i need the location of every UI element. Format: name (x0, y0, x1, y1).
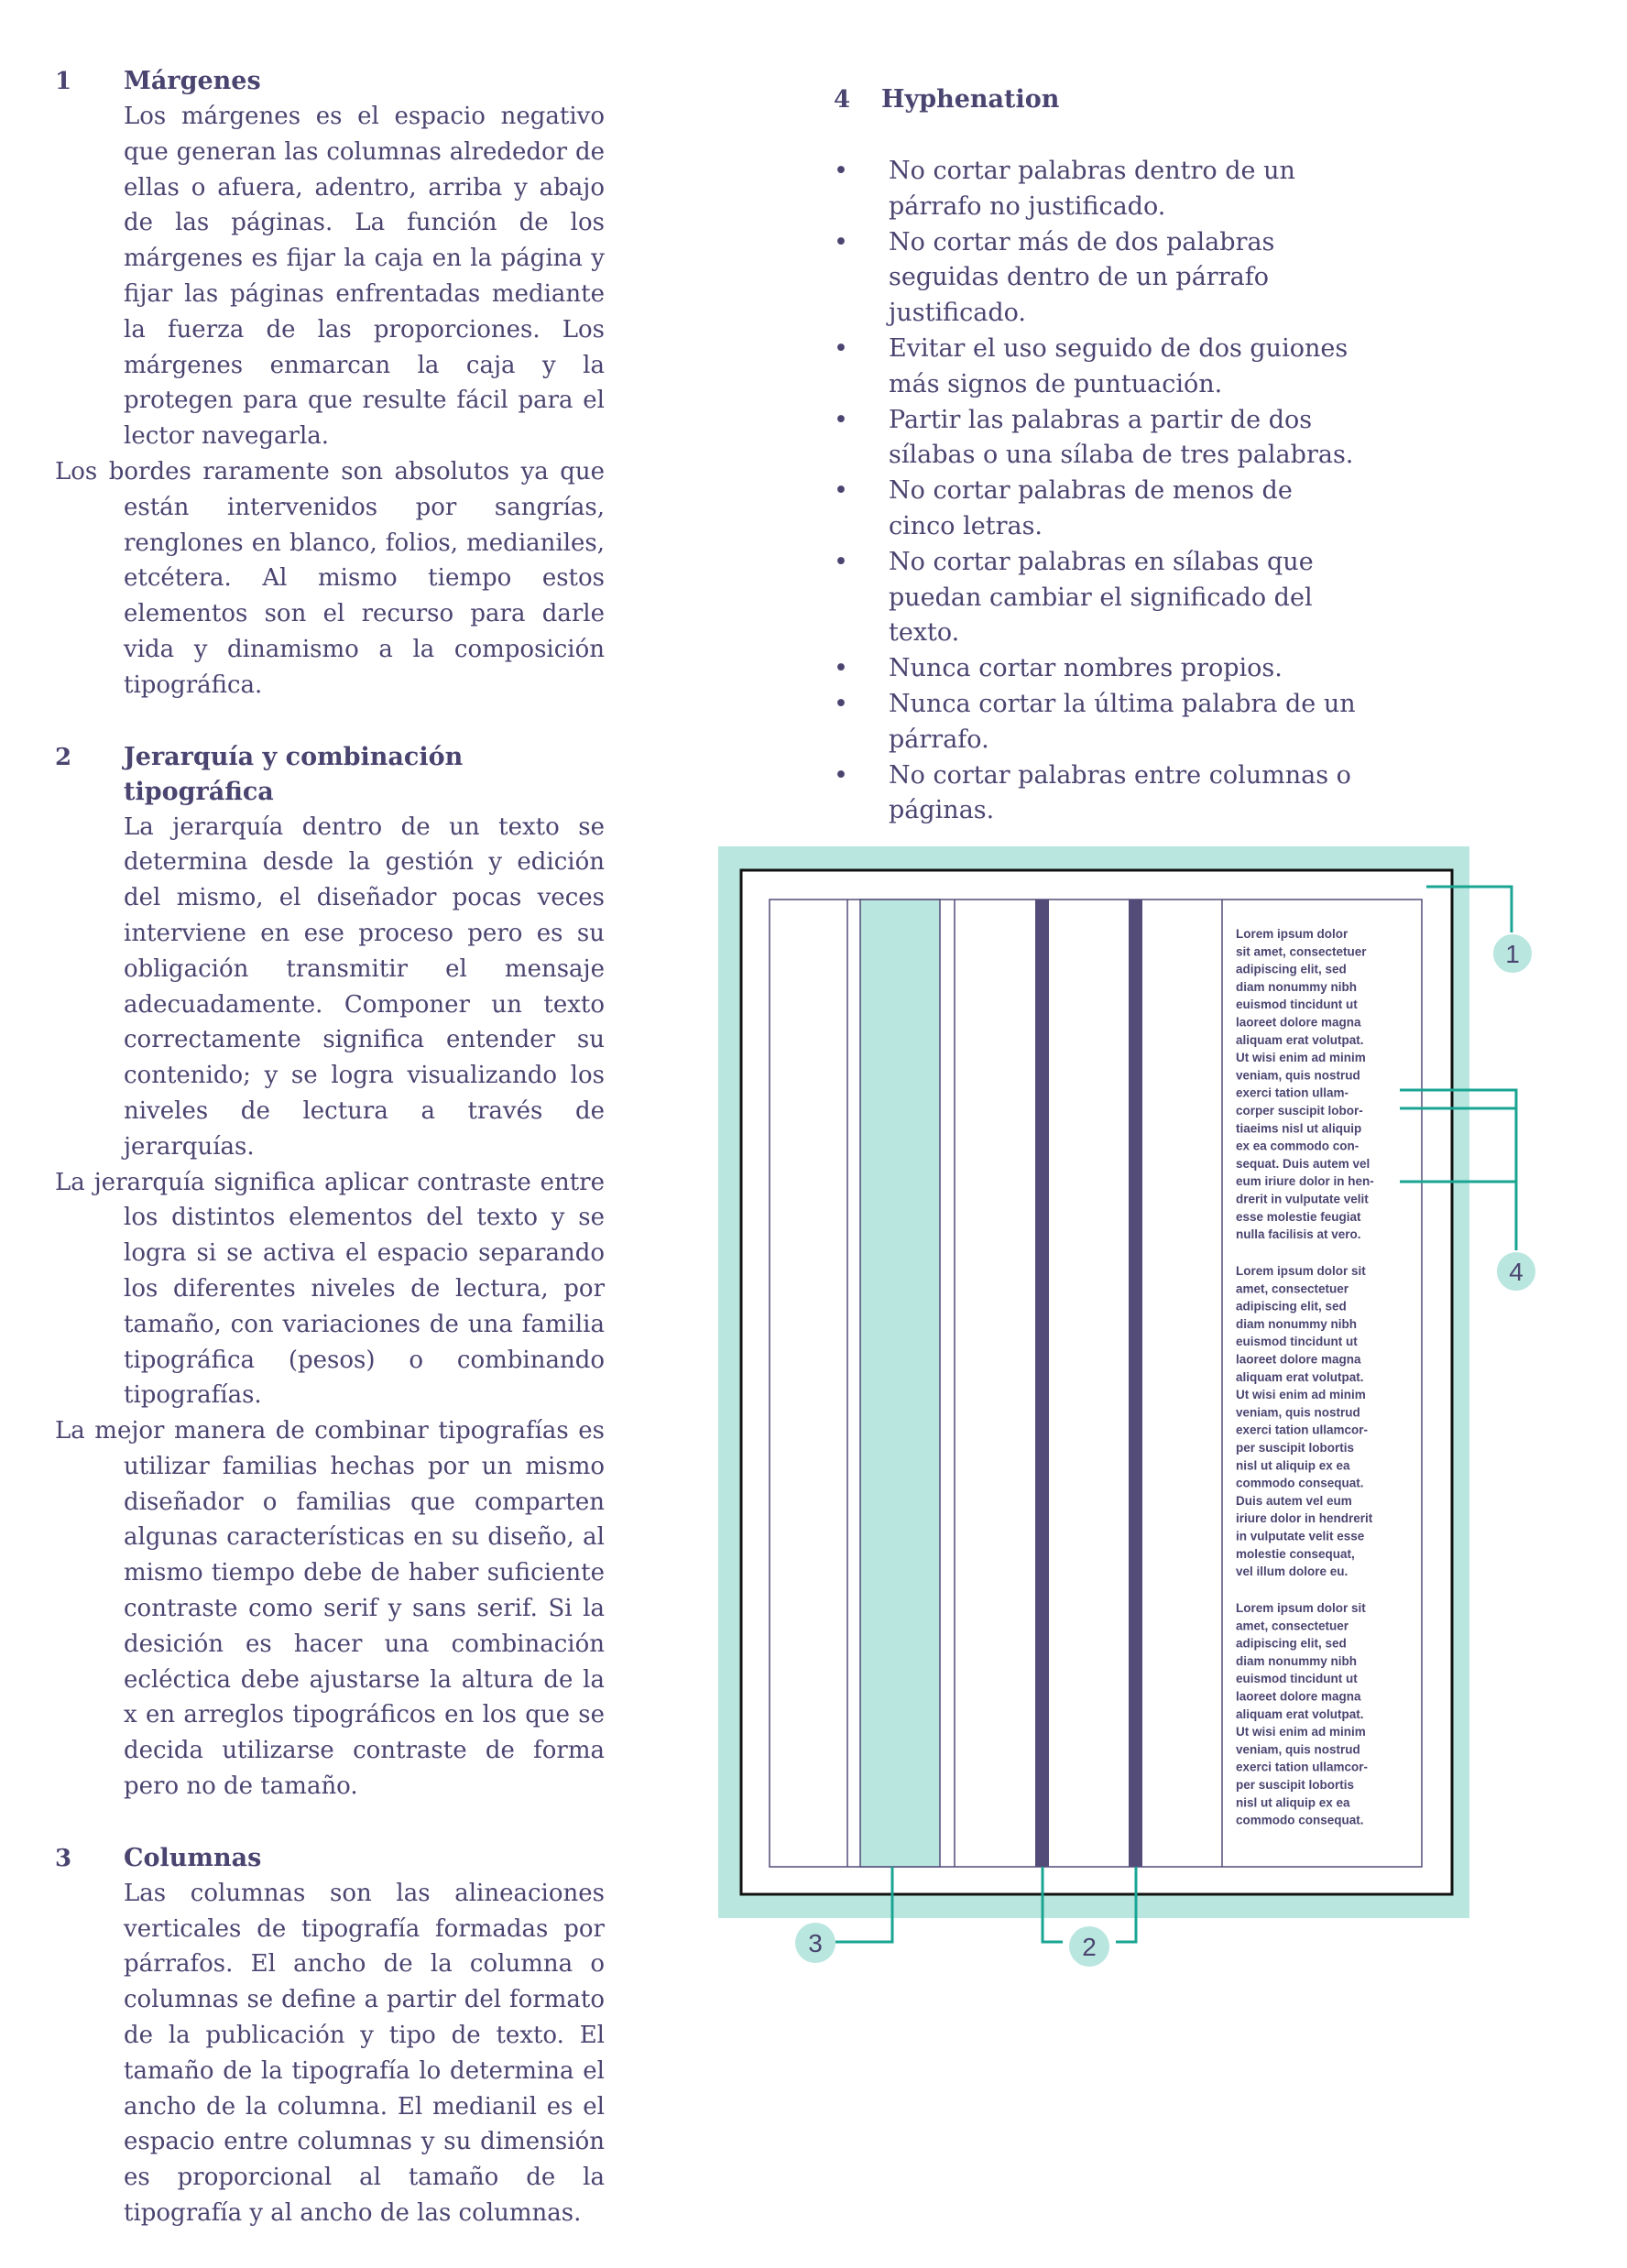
bullet-icon: • (834, 157, 848, 185)
bullet-icon: • (834, 654, 848, 683)
list-item (824, 687, 1365, 758)
paragraph: Los márgenes es el espacio negativo que generan las columnas alrededor de ellas o afuera, adentro, arriba y abajo de las páginas. La función de los márgenes es fijar la caja en la página y fijar las páginas enfrentadas mediante la fuerza de las proporciones. Los márgenes enmarcan la caja y la protegen para que resulte fácil para el lector navegarla. (124, 103, 605, 451)
left-column (55, 64, 605, 2268)
lorem-block-2: Lorem ipsum dolor sit amet, consectetuer adipiscing elit, sed diam nonummy nibh euismod tincidunt ut laoreet dolore magna aliquam erat volutpat. Ut wisi enim ad minim veniam, quis nostrud exerci tation ullamcor-per suscipit lobortis nisl ut aliquip ex ea commodo consequat. Duis autem vel eum iriure dolor in hendrerit in vulputate velit esse molestie consequat, vel illum dolore eu. (1236, 1264, 1373, 1579)
section-number: 4 (834, 86, 851, 114)
list-item (824, 474, 1365, 545)
list-item (824, 758, 1365, 830)
section-number: 1 (55, 68, 72, 95)
list-item-text: No cortar palabras entre columnas o páginas. (889, 760, 1351, 825)
list-item-text: No cortar palabras de menos de cinco letras. (889, 476, 1293, 540)
callout-markers (1492, 933, 1536, 1292)
marker-4 (1496, 1251, 1536, 1292)
list-item (824, 154, 1365, 225)
callout-line-2b-lower (1116, 1918, 1136, 1942)
bullet-icon: • (834, 333, 848, 363)
paragraph: La jerarquía significa aplicar contraste entre los distintos elementos del texto y se logra si se activa el espacio separando los diferentes niveles de lectura, por tamaño, con variaciones de una familia tipográfica (pesos) o combinando tipografías. (55, 1168, 605, 1410)
bullet-icon: • (834, 547, 848, 576)
marker-2 (1069, 1926, 1109, 1967)
section-title: Márgenes (124, 67, 261, 95)
hyphenation-heading (824, 82, 1392, 117)
bullet-icon: • (834, 760, 848, 790)
hyphenation-section (824, 82, 1392, 829)
callout-line-3-lower (835, 1918, 892, 1942)
section-columnas (55, 1841, 605, 2231)
list-item (824, 225, 1365, 332)
paragraph: Los bordes raramente son absolutos ya que están intervenidos por sangrías, renglones en blanco, folios, medianiles, etcétera. Al mismo tiempo estos elementos son el recurso para darle vida y dinamismo a la composición tipográfica. (55, 457, 605, 699)
callout-line-2a-lower (1043, 1918, 1063, 1942)
marker-label: 2 (1082, 1933, 1097, 1961)
bullet-icon: • (834, 476, 848, 506)
section-title: Jerarquía y combinación tipográfica (124, 742, 464, 806)
list-item-text: Nunca cortar la última palabra de un párrafo. (889, 689, 1356, 754)
section-number: 3 (55, 1844, 72, 1872)
marker-label: 3 (808, 1929, 823, 1957)
paragraph: La jerarquía dentro de un texto se determina desde la gestión y edición del mismo, el diseñador pocas veces interviene en ese proceso pero es su obligación transmitir el mensaje adecuadamente. Componer un texto correctamente significa entender su contenido; y se logra visualizando los niveles de lectura a través de jerarquías. (124, 812, 605, 1161)
list-item (824, 403, 1365, 474)
list-item-text: Evitar el uso seguido de dos guiones más signos de puntuación. (889, 333, 1349, 398)
list-item-text: Nunca cortar nombres propios. (889, 654, 1283, 683)
section-number: 2 (55, 743, 72, 771)
hyphenation-list (824, 154, 1392, 829)
page-grid-diagram (718, 846, 1523, 1924)
marker-label: 1 (1505, 940, 1520, 968)
section-title: Hyphenation (881, 85, 1060, 114)
lorem-text-column (1236, 927, 1374, 1827)
paragraph: La mejor manera de combinar tipografías es utilizar familias hechas por un mismo diseñador o familias que comparten algunas características en su diseño, al mismo tiempo debe de haber suficiente contraste como serif y sans serif. Si la desición es hacer una combinación ecléctica debe ajustarse la altura de la x en arreglos tipográficos en los que se decida utilizarse contraste de forma pero no de tamaño. (55, 1417, 605, 1801)
list-item (824, 332, 1365, 403)
bullet-icon: • (834, 227, 848, 256)
gutter-bar (1035, 900, 1049, 1867)
list-item (824, 545, 1365, 651)
list-item-text: No cortar más de dos palabras seguidas dentro de un párrafo justificado. (889, 227, 1275, 328)
callout-markers-bottom (795, 1923, 1109, 1967)
list-item-text: No cortar palabras dentro de un párrafo no justificado. (889, 157, 1295, 221)
marker-3 (795, 1923, 835, 1963)
lorem-block-1: Lorem ipsum dolor sit amet, consectetuer adipiscing elit, sed diam nonummy nibh euismod tincidunt ut laoreet dolore magna aliquam erat volutpat. Ut wisi enim ad minim veniam, quis nostrud exerci tation ullam-corper suscipit lobor-tiaeims nisl ut aliquip ex ea commodo con-sequat. Duis autem vel eum iriure dolor in hen-drerit in vulputate velit esse molestie feugiat nulla facilisis at vero. (1236, 927, 1374, 1242)
marker-label: 4 (1509, 1258, 1523, 1286)
list-item-text: No cortar palabras en sílabas que puedan cambiar el significado del texto. (889, 547, 1314, 648)
section-jerarquia (55, 740, 605, 1805)
marker-1 (1492, 933, 1533, 974)
lorem-block-3: Lorem ipsum dolor sit amet, consectetuer adipiscing elit, sed diam nonummy nibh euismod tincidunt ut laoreet dolore magna aliquam erat volutpat. Ut wisi enim ad minim veniam, quis nostrud exerci tation ullamcor-per suscipit lobortis nisl ut aliquip ex ea commodo consequat. (1236, 1601, 1369, 1827)
section-margenes (55, 64, 605, 703)
gutter-bar (1129, 900, 1142, 1867)
bottom-markers (770, 1914, 1191, 1988)
bullet-icon: • (834, 689, 848, 718)
bullet-icon: • (834, 405, 848, 434)
paragraph: Las columnas son las alineaciones verticales de tipografía formadas por párrafos. El ancho de la columna o columnas se define a partir del formato de la publicación y tipo de texto. El tamaño de la tipografía lo determina el ancho de la columna. El medianil es el espacio entre columnas y su dimensión es proporcional al tamaño de la tipografía y al ancho de las columnas. (124, 1879, 605, 2228)
list-item-text: Partir las palabras a partir de dos sílabas o una sílaba de tres palabras. (889, 405, 1354, 470)
highlighted-column (860, 900, 940, 1867)
section-title: Columnas (124, 1843, 262, 1872)
list-item (824, 651, 1365, 687)
